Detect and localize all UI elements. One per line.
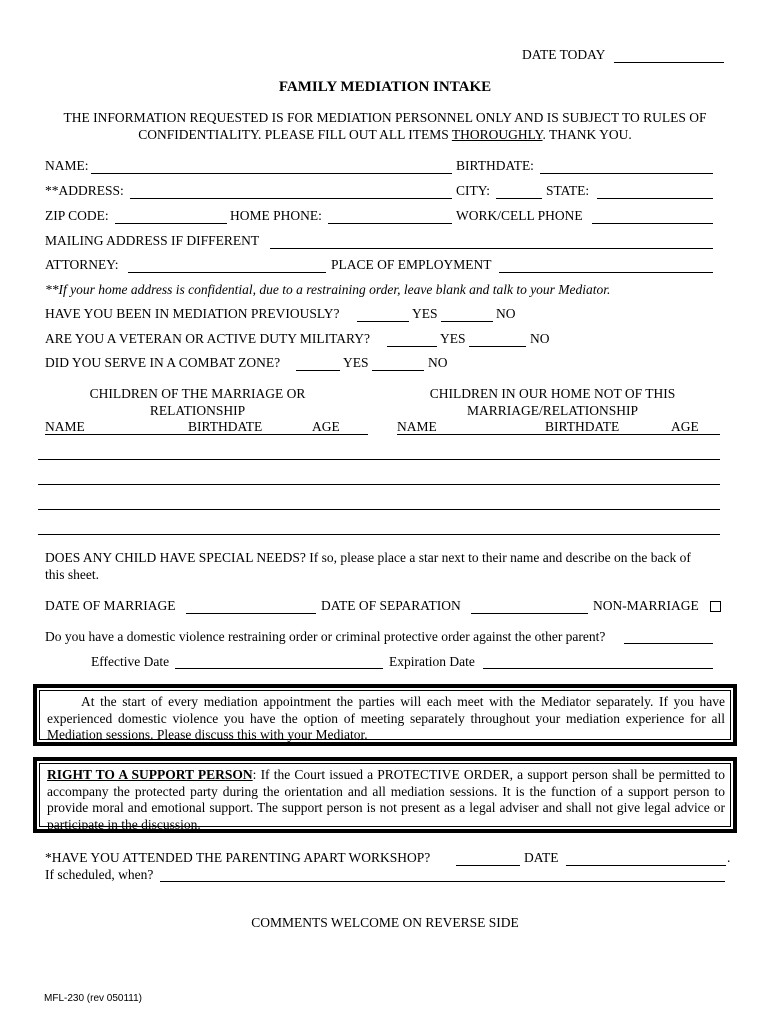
birthdate-label: BIRTHDATE: [456,158,534,173]
veteran-no-field[interactable] [469,346,526,347]
children-row-2[interactable] [38,484,720,485]
date-of-separation-label: DATE OF SEPARATION [321,598,461,613]
address-label: **ADDRESS: [45,183,124,198]
veteran-no-label: NO [530,331,550,346]
non-marriage-label: NON-MARRIAGE [593,598,699,613]
home-phone-label: HOME PHONE: [230,208,322,223]
children-header-underline-left [45,434,368,435]
combat-yes-label: YES [343,355,369,370]
zip-label: ZIP CODE: [45,208,109,223]
home-phone-field[interactable] [328,223,452,224]
attorney-field[interactable] [128,272,326,273]
employment-field[interactable] [499,272,713,273]
col-name-right: NAME [397,419,437,434]
intro-line-1: THE INFORMATION REQUESTED IS FOR MEDIATION PERSONNEL ONLY AND IS SUBJECT TO RULES OF [63,110,707,125]
name-label: NAME: [45,158,89,173]
mediation-prev-question: HAVE YOU BEEN IN MEDIATION PREVIOUSLY? [45,306,340,321]
scheduled-label: If scheduled, when? [45,867,154,882]
state-label: STATE: [546,183,590,198]
comments-note: COMMENTS WELCOME ON REVERSE SIDE [251,915,519,930]
mediation-prev-yes-label: YES [412,306,438,321]
city-field[interactable] [496,198,542,199]
expiration-date-label: Expiration Date [389,654,475,669]
date-today-label: DATE TODAY [522,47,606,62]
state-field[interactable] [597,198,713,199]
special-needs-line-2: this sheet. [45,567,99,582]
date-of-marriage-label: DATE OF MARRIAGE [45,598,176,613]
children-row-3[interactable] [38,509,720,510]
mediation-prev-no-label: NO [496,306,516,321]
form-title: FAMILY MEDIATION INTAKE [278,79,492,95]
expiration-date-field[interactable] [483,668,713,669]
address-field[interactable] [130,198,452,199]
non-marriage-checkbox[interactable] [710,601,721,612]
workshop-date-label: DATE [524,850,559,865]
dv-answer-field[interactable] [624,643,713,644]
zip-field[interactable] [115,223,227,224]
workshop-date-field[interactable] [566,865,726,866]
children-header-underline-right [397,434,720,435]
name-field[interactable] [91,173,452,174]
col-birthdate-right: BIRTHDATE [545,419,620,434]
veteran-question: ARE YOU A VETERAN OR ACTIVE DUTY MILITARY? [45,331,371,346]
mailing-label: MAILING ADDRESS IF DIFFERENT [45,233,260,248]
confidential-note: **If your home address is confidential, due to a restraining order, leave blank and talk to your Mediator. [45,282,611,297]
children-left-heading-1: CHILDREN OF THE MARRIAGE OR [89,386,306,401]
separate-meeting-notice-text: At the start of every mediation appointment the parties will each meet with the Mediator separately. If you have experienced domestic violence you have the option of meeting separately throughout your mediation experience for all Mediation sessions. Please discuss this with your Mediator. [47,694,725,742]
work-cell-label: WORK/CELL PHONE [456,208,583,223]
combat-no-label: NO [428,355,448,370]
col-name-left: NAME [45,419,85,434]
date-today-field[interactable] [614,62,724,63]
col-age-right: AGE [671,419,699,434]
support-person-notice-text: RIGHT TO A SUPPORT PERSON: If the Court issued a PROTECTIVE ORDER, a support person shall be permitted to accompany the protected party during the orientation and all mediation sessions. It is the function of a support person to provide moral and emotional support. The support person is not present as a legal adviser and shall not give legal advice or participate in the discussion. [47,767,725,832]
veteran-yes-field[interactable] [387,346,437,347]
employment-label: PLACE OF EMPLOYMENT [331,257,492,272]
veteran-yes-label: YES [440,331,466,346]
children-right-heading-1: CHILDREN IN OUR HOME NOT OF THIS [429,386,676,401]
combat-yes-field[interactable] [296,370,340,371]
combat-question: DID YOU SERVE IN A COMBAT ZONE? [45,355,281,370]
col-birthdate-left: BIRTHDATE [188,419,263,434]
col-age-left: AGE [312,419,340,434]
workshop-answer-field[interactable] [456,865,520,866]
scheduled-field[interactable] [160,881,725,882]
separate-meeting-notice-box [33,684,737,746]
mediation-prev-no-field[interactable] [441,321,493,322]
form-number: MFL-230 (rev 050111) [44,993,143,1004]
children-row-4[interactable] [38,534,720,535]
intro-line-2: CONFIDENTIALITY. PLEASE FILL OUT ALL ITEMS THOROUGHLY. THANK YOU. [138,127,632,142]
special-needs-line-1: DOES ANY CHILD HAVE SPECIAL NEEDS? If so, please place a star next to their name and describe on the back of [45,550,691,565]
children-right-heading-2: MARRIAGE/RELATIONSHIP [466,403,638,418]
support-person-notice-box [33,757,737,833]
work-cell-field[interactable] [592,223,713,224]
attorney-label: ATTORNEY: [45,257,119,272]
workshop-date-period: . [727,850,731,865]
effective-date-label: Effective Date [91,654,170,669]
mailing-field[interactable] [270,248,713,249]
support-person-heading: RIGHT TO A SUPPORT PERSON [47,767,253,782]
birthdate-field[interactable] [540,173,713,174]
dv-question: Do you have a domestic violence restraining order or criminal protective order against the other parent? [45,629,606,644]
workshop-question: *HAVE YOU ATTENDED THE PARENTING APART WORKSHOP? [45,850,431,865]
children-row-1[interactable] [38,459,720,460]
children-left-heading-2: RELATIONSHIP [149,403,246,418]
date-of-separation-field[interactable] [471,613,588,614]
effective-date-field[interactable] [175,668,383,669]
city-label: CITY: [456,183,491,198]
date-of-marriage-field[interactable] [186,613,316,614]
mediation-prev-yes-field[interactable] [357,321,409,322]
combat-no-field[interactable] [372,370,424,371]
